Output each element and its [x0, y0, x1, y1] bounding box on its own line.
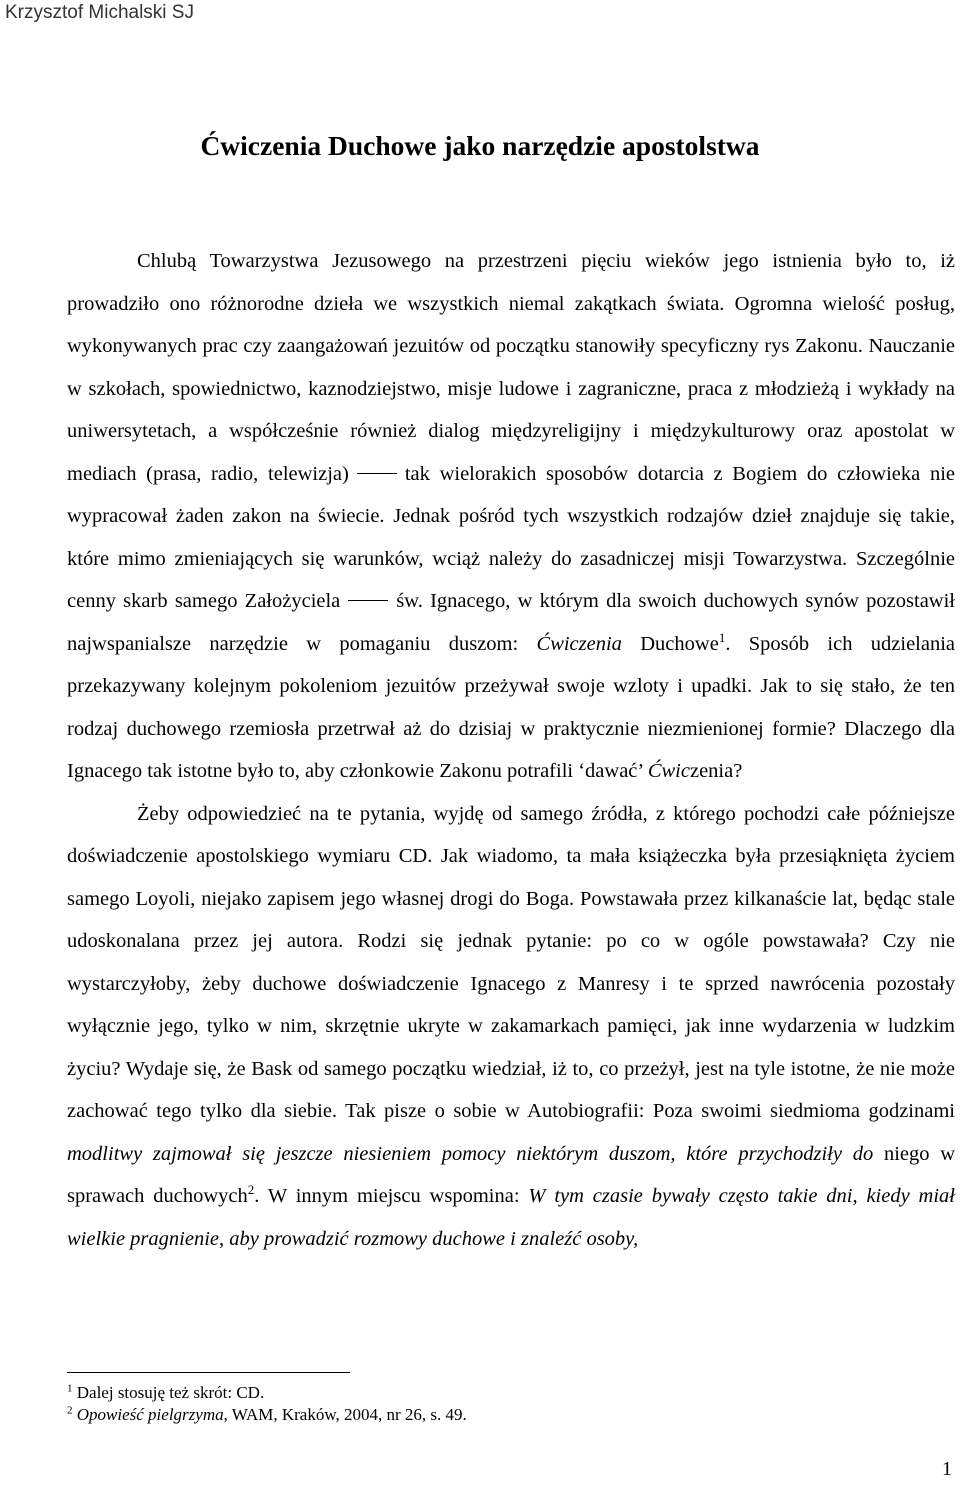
footnote-2 [67, 1404, 955, 1426]
p2-text-2: niego w sprawach duchowych [67, 1142, 956, 1207]
footnote-number: 1 [67, 1382, 73, 1395]
p1-text-3: św. Ignacego, w którym dla swoich duchowych synów pozostawił najwspanialsze narzędzie w pomaganiu duszom: [67, 590, 956, 655]
p1-text-6: zenia? [689, 760, 743, 782]
footnotes [67, 1382, 955, 1426]
em-dash [357, 473, 397, 474]
em-dash [348, 600, 388, 601]
running-header-author: Krzysztof Michalski SJ [5, 2, 194, 23]
footnote-ref-1[interactable]: 1 [718, 629, 726, 645]
p2-italic-quote-1: modlitwy zajmował się jeszcze niesieniem pomocy niektórym duszom, które przychodziły do [67, 1142, 874, 1165]
p1-text-5: . Sposób ich udzielania przekazywany kolejnym pokoleniom jezuitów przeżywał swoje wzloty i upadki. Jak to się stało, że ten rodzaj duchowego rzemiosła przetrwał aż do dzisiaj w praktycznie niezmienionej formie? Dlaczego dla Ignacego tak istotne było to, aby członkowie Zakonu potrafili ‘dawać’ [67, 632, 956, 782]
page-number: 1 [942, 1458, 952, 1480]
p2-italic-quote-2: W tym czasie bywały często takie dni, kiedy miał wielkie pragnienie, aby prowadzić rozmowy duchowe i znaleźć osoby, [67, 1185, 955, 1250]
p1-text-2: tak wielorakich sposobów dotarcia z Bogiem do człowieka nie wypracował żaden zakon na świecie. Jednak pośród tych wszystkich rodzajów dzieł znajduje się takie, które mimo zmieniających się warunków, wciąż należy do zasadniczej misji Towarzystwa. Szczególnie cenny skarb samego Założyciela [67, 462, 955, 612]
footnote-title-italic: Opowieść pielgrzyma [76, 1405, 224, 1424]
footnote-separator [67, 1372, 350, 1373]
footnote-number: 2 [67, 1404, 73, 1417]
document-title: Ćwiczenia Duchowe jako narzędzie apostolstwa [200, 130, 760, 161]
footnote-text: Dalej stosuję też skrót: CD. [76, 1383, 265, 1402]
p1-text-1: Chlubą Towarzystwa Jezusowego na przestrzeni pięciu wieków jego istnienia było to, iż prowadziło ono różnorodne dzieła we wszystkich niemal zakątkach świata. Ogromna wielość posług, wykonywanych prac czy zaangażowań jezuitów od początku stanowiły specyficzny rys Zakonu. Nauczanie w szkołach, spowiednictwo, kaznodziejstwo, misje ludowe i zagraniczne, praca z młodzieżą i wykłady na uniwersytetach, a współcześnie również dialog międzyreligijny i międzykulturowy oraz apostolat w mediach (prasa, radio, telewizja) [67, 250, 955, 485]
p2-text-3: . W innym miejscu wspomina: [254, 1185, 520, 1207]
footnote-1 [67, 1382, 955, 1404]
p1-italic-cwiczenia: Ćwiczenia [536, 632, 622, 655]
p2-text-1: Żeby odpowiedzieć na te pytania, wyjdę od samego źródła, z którego pochodzi całe późniejsze doświadczenie apostolskiego wymiaru CD. Jak wiadomo, ta mała książeczka była przesiąknięta życiem samego Loyoli, niejako zapisem jego własnej drogi do Boga. Powstawała przez kilkanaście lat, będąc stale udoskonalana przez jej autora. Rodzi się jednak pytanie: po co w ogóle powstawała? Czy nie wystarczyłoby, żeby duchowe doświadczenie Ignacego z Manresy i te sprzed nawrócenia pozostały wyłącznie jego, tylko w nim, skrzętnie ukryte w zakamarkach pamięci, jak inne wydarzenia w ludzkim życiu? Wydaje się, że Bask od samego początku wiedział, iż to, co przeżył, jest na tyle istotne, że nie może zachować tego tylko dla siebie. Tak pisze o sobie w Autobiografii: Poza swoimi siedmioma godzinami [67, 802, 955, 1122]
paragraph-2 [67, 793, 955, 1261]
body-text [67, 240, 955, 1260]
paragraph-1 [67, 240, 955, 793]
footnote-text: , WAM, Kraków, 2004, nr 26, s. 49. [223, 1405, 467, 1424]
footnote-ref-2[interactable]: 2 [247, 1182, 255, 1198]
p1-italic-cwic: Ćwic [647, 760, 690, 782]
p1-text-4: Duchowe [640, 632, 719, 655]
